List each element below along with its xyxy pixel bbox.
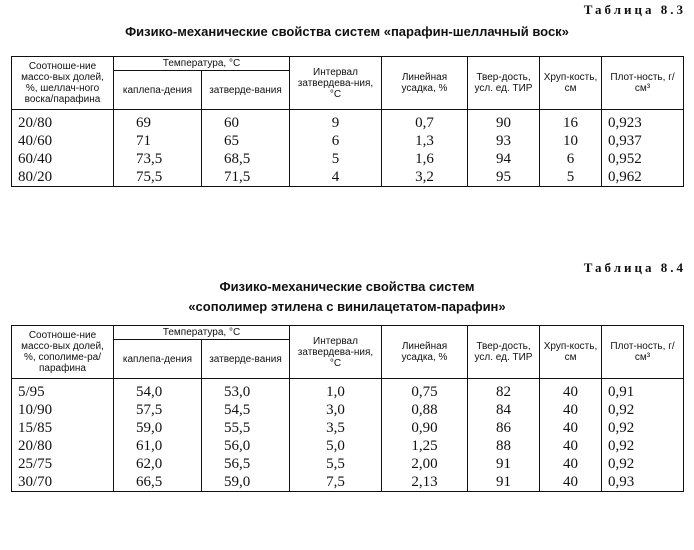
table-cell: 73,5 [114, 150, 202, 168]
table-cell: 0,937 [602, 132, 684, 150]
header-shrinkage: Линейная усадка, % [382, 57, 468, 110]
table-cell: 66,5 [114, 473, 202, 492]
table-row [12, 132, 684, 150]
table-row [12, 455, 684, 473]
header-hardness: Твер-дость, усл. ед. ТИР [468, 57, 540, 110]
table-cell: 20/80 [12, 437, 114, 455]
table-8-3-title: Физико-механические свойства систем «парафин-шеллачный воск» [125, 24, 569, 39]
table-cell: 16 [540, 110, 602, 133]
header-solidification: затверде-вания [202, 340, 290, 379]
table-cell: 75,5 [114, 168, 202, 187]
table-cell: 1,25 [382, 437, 468, 455]
table-cell: 59,0 [202, 473, 290, 492]
table-cell: 0,92 [602, 419, 684, 437]
table-8-3 [11, 56, 684, 187]
table-cell: 80/20 [12, 168, 114, 187]
table-cell: 0,93 [602, 473, 684, 492]
table-cell: 40 [540, 473, 602, 492]
table-cell: 25/75 [12, 455, 114, 473]
table-cell: 90 [468, 110, 540, 133]
table-cell: 61,0 [114, 437, 202, 455]
table-8-4-title-line2: «сополимер этилена с винилацетатом-парафин» [188, 299, 506, 314]
table-cell: 5 [540, 168, 602, 187]
table-row [12, 401, 684, 419]
table-cell: 69 [114, 110, 202, 133]
table-cell: 6 [290, 132, 382, 150]
table-cell: 62,0 [114, 455, 202, 473]
table-cell: 1,3 [382, 132, 468, 150]
header-temperature: Температура, °С [114, 326, 290, 340]
table-cell: 60/40 [12, 150, 114, 168]
table-cell: 65 [202, 132, 290, 150]
table-row [12, 110, 684, 133]
header-density: Плот-ность, г/см³ [602, 326, 684, 379]
table-cell: 60 [202, 110, 290, 133]
header-temperature: Температура, °С [114, 57, 290, 71]
table-cell: 40 [540, 379, 602, 402]
table-row [12, 473, 684, 492]
header-solidification: затверде-вания [202, 71, 290, 110]
table-cell: 5,0 [290, 437, 382, 455]
table-cell: 0,92 [602, 401, 684, 419]
table-8-3-body [12, 110, 684, 187]
table-cell: 9 [290, 110, 382, 133]
table-cell: 4 [290, 168, 382, 187]
table-cell: 0,91 [602, 379, 684, 402]
table-cell: 94 [468, 150, 540, 168]
table-row [12, 168, 684, 187]
header-density: Плот-ность, г/см³ [602, 57, 684, 110]
header-ratio: Соотноше-ние массо-вых долей, %, шеллач-ного воска/парафина [12, 57, 114, 110]
table-cell: 40/60 [12, 132, 114, 150]
table-cell: 54,5 [202, 401, 290, 419]
table-cell: 56,5 [202, 455, 290, 473]
table-cell: 57,5 [114, 401, 202, 419]
table-cell: 0,90 [382, 419, 468, 437]
table-cell: 2,13 [382, 473, 468, 492]
table-cell: 5/95 [12, 379, 114, 402]
table-cell: 10 [540, 132, 602, 150]
table-cell: 2,00 [382, 455, 468, 473]
header-dropping: каплепа-дения [114, 340, 202, 379]
table-cell: 68,5 [202, 150, 290, 168]
table-cell: 40 [540, 437, 602, 455]
table-cell: 95 [468, 168, 540, 187]
table-cell: 3,5 [290, 419, 382, 437]
table-cell: 0,962 [602, 168, 684, 187]
header-brittleness: Хруп-кость, см [540, 57, 602, 110]
table-cell: 40 [540, 455, 602, 473]
table-row [12, 379, 684, 402]
table-cell: 59,0 [114, 419, 202, 437]
table-cell: 1,0 [290, 379, 382, 402]
table-cell: 84 [468, 401, 540, 419]
table-cell: 86 [468, 419, 540, 437]
header-brittleness: Хруп-кость, см [540, 326, 602, 379]
table-cell: 30/70 [12, 473, 114, 492]
header-interval: Интервал затвердева-ния, °С [290, 57, 382, 110]
table-cell: 88 [468, 437, 540, 455]
table-cell: 0,923 [602, 110, 684, 133]
table-cell: 40 [540, 401, 602, 419]
table-row [12, 419, 684, 437]
table-cell: 20/80 [12, 110, 114, 133]
header-shrinkage: Линейная усадка, % [382, 326, 468, 379]
header-dropping: каплепа-дения [114, 71, 202, 110]
table-cell: 0,92 [602, 437, 684, 455]
table-cell: 53,0 [202, 379, 290, 402]
table-cell: 10/90 [12, 401, 114, 419]
table-cell: 71,5 [202, 168, 290, 187]
table-cell: 5 [290, 150, 382, 168]
table-cell: 56,0 [202, 437, 290, 455]
table-8-4-body [12, 379, 684, 492]
table-8-4-title-line1: Физико-механические свойства систем [219, 279, 475, 294]
table-row [12, 437, 684, 455]
table-cell: 40 [540, 419, 602, 437]
table-cell: 15/85 [12, 419, 114, 437]
table-cell: 0,92 [602, 455, 684, 473]
table-cell: 0,88 [382, 401, 468, 419]
table-cell: 82 [468, 379, 540, 402]
table-cell: 0,952 [602, 150, 684, 168]
table-8-3-label: Таблица 8.3 [583, 2, 686, 17]
table-cell: 5,5 [290, 455, 382, 473]
header-hardness: Твер-дость, усл. ед. ТИР [468, 326, 540, 379]
header-ratio: Соотноше-ние массо-вых долей, %, сополиме-ра/парафина [12, 326, 114, 379]
table-cell: 6 [540, 150, 602, 168]
table-row [12, 150, 684, 168]
header-interval: Интервал затвердева-ния, °С [290, 326, 382, 379]
table-cell: 54,0 [114, 379, 202, 402]
table-cell: 91 [468, 455, 540, 473]
table-8-4 [11, 325, 684, 492]
table-cell: 91 [468, 473, 540, 492]
table-cell: 55,5 [202, 419, 290, 437]
table-cell: 0,7 [382, 110, 468, 133]
table-cell: 1,6 [382, 150, 468, 168]
table-cell: 3,0 [290, 401, 382, 419]
table-cell: 71 [114, 132, 202, 150]
table-cell: 0,75 [382, 379, 468, 402]
table-cell: 7,5 [290, 473, 382, 492]
table-8-4-label: Таблица 8.4 [583, 260, 686, 275]
table-cell: 93 [468, 132, 540, 150]
table-cell: 3,2 [382, 168, 468, 187]
